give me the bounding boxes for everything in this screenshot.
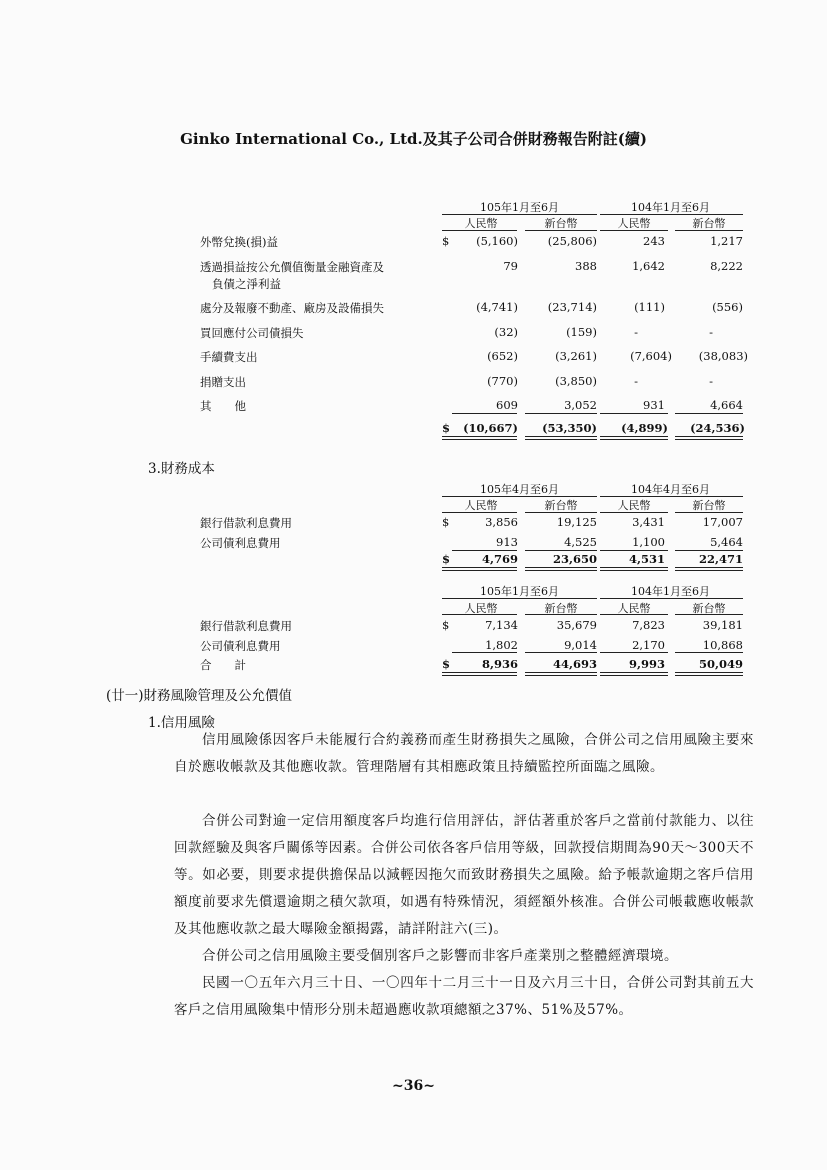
cell: (3,850): [555, 374, 597, 388]
section-heading: 3.財務成本: [148, 461, 215, 477]
currency-sign: $: [442, 515, 450, 529]
row-label: 銀行借款利息費用: [200, 619, 292, 633]
total-double-rule: [525, 436, 597, 440]
total-cell: 23,650: [552, 552, 597, 566]
total-double-rule: [600, 672, 668, 676]
col-rule: [442, 230, 517, 231]
cell: 39,181: [702, 618, 743, 632]
header-rule: [600, 598, 743, 599]
total-cell: (53,350): [542, 421, 597, 435]
total-cell: 8,936: [481, 657, 518, 671]
cell: 19,125: [556, 515, 597, 529]
col-rule: [600, 512, 668, 513]
subtotal-rule: [452, 413, 517, 414]
cell: (38,083): [698, 349, 748, 363]
currency-sign: $: [442, 618, 450, 632]
row-label: 捐贈支出: [200, 375, 246, 389]
twd-col-header: 新台幣: [544, 602, 578, 615]
total-cell: 9,993: [628, 657, 665, 671]
subsection-heading: 1.信用風險: [148, 715, 215, 731]
row-label: 處分及報廢不動產、廠房及設備損失: [200, 301, 384, 315]
cell: 913: [496, 535, 518, 549]
subtotal-rule: [600, 413, 668, 414]
row-label: 外幣兌換(損)益: [200, 235, 278, 249]
cell: 388: [575, 259, 597, 273]
cell: 609: [496, 398, 518, 412]
total-double-rule: [525, 672, 597, 676]
cell: 17,007: [702, 515, 743, 529]
twd-col-header: 新台幣: [692, 217, 726, 230]
total-cell: 50,049: [698, 657, 743, 671]
currency-sign: $: [442, 552, 451, 566]
cell: (7,604): [630, 349, 672, 363]
subtotal-rule: [452, 550, 517, 551]
period-b-header: 104年1月至6月: [631, 585, 710, 598]
cell: (23,714): [547, 300, 597, 314]
cell: 243: [643, 234, 665, 248]
row-label: 公司債利息費用: [200, 536, 281, 550]
cell: (32): [494, 325, 518, 339]
total-double-rule: [442, 567, 517, 571]
col-rule: [600, 230, 668, 231]
row-label: 其 他: [200, 399, 246, 413]
rmb-col-header: 人民幣: [464, 499, 498, 512]
cell: (5,160): [476, 234, 518, 248]
paragraph: 信用風險係因客戶未能履行合約義務而產生財務損失之風險，合併公司之信用風險主要來自於應收帳款及其他應收款。管理階層有其相應政策且持續監控所面臨之風險。: [174, 732, 754, 775]
col-rule: [525, 614, 597, 615]
col-rule: [600, 614, 668, 615]
rmb-col-header: 人民幣: [617, 602, 651, 615]
cell: (770): [487, 374, 518, 388]
subtotal-rule: [675, 413, 743, 414]
total-cell: 44,693: [552, 657, 597, 671]
total-double-rule: [675, 567, 743, 571]
cell: 79: [503, 259, 518, 273]
cell: 35,679: [556, 618, 597, 632]
cell: (111): [634, 300, 665, 314]
row-label: 透過損益按公允價值衡量金融資產及: [200, 260, 384, 274]
cell: 7,134: [485, 618, 518, 632]
twd-col-header: 新台幣: [544, 217, 578, 230]
subtotal-rule: [525, 413, 597, 414]
total-cell: (10,667): [463, 421, 518, 435]
total-double-rule: [525, 567, 597, 571]
cell: (3,261): [555, 349, 597, 363]
total-label: 合 計: [200, 658, 246, 672]
cell: (4,741): [476, 300, 518, 314]
row-label: 公司債利息費用: [200, 639, 281, 653]
subtotal-rule: [675, 550, 743, 551]
subtotal-rule: [600, 652, 668, 653]
rmb-col-header: 人民幣: [617, 217, 651, 230]
paragraph: 合併公司對逾一定信用額度客戶均進行信用評估，評估著重於客戶之當前付款能力、以往回款經驗及與客戶關係等因素。合併公司依各客戶信用等級，回款授信期間為90天～300天不等。如必要，則要求提供擔保品以減輕因拖欠而致財務損失之風險。給予帳款逾期之客戶信用額度前要求先償還逾期之積欠款項，如遇有特殊情況，須經額外核准。合併公司帳載應收帳款及其他應收款之最大曝險金額揭露，請詳附註六(三)。: [174, 813, 754, 937]
col-rule: [525, 230, 597, 231]
total-double-rule: [600, 436, 668, 440]
row-label: 買回應付公司債損失: [200, 326, 304, 340]
rmb-col-header: 人民幣: [464, 217, 498, 230]
cell: 3,052: [564, 398, 597, 412]
total-double-rule: [600, 567, 668, 571]
cell: 931: [643, 398, 665, 412]
cell: (556): [712, 300, 743, 314]
cell: (652): [487, 349, 518, 363]
total-cell: 4,769: [481, 552, 518, 566]
total-cell: 4,531: [628, 552, 665, 566]
period-b-header: 104年4月至6月: [631, 483, 710, 496]
currency-sign: $: [442, 421, 451, 435]
subtotal-rule: [452, 652, 517, 653]
total-double-rule: [442, 672, 517, 676]
cell: -: [709, 374, 713, 388]
rmb-col-header: 人民幣: [464, 602, 498, 615]
total-cell: 22,471: [698, 552, 743, 566]
cell: 1,802: [485, 638, 518, 652]
cell: (25,806): [547, 234, 597, 248]
period-b-header: 104年1月至6月: [631, 201, 710, 214]
paragraph: 民國一〇五年六月三十日、一〇四年十二月三十一日及六月三十日，合併公司對其前五大客戶之信用風險集中情形分別未超過應收款項總額之37%、51%及57%。: [174, 975, 754, 1018]
section-heading: (廿一)財務風險管理及公允價值: [106, 688, 293, 704]
currency-sign: $: [442, 234, 450, 248]
col-rule: [675, 512, 743, 513]
page-number: ~36~: [392, 1078, 435, 1094]
cell: 4,525: [564, 535, 597, 549]
total-cell: (24,536): [690, 421, 745, 435]
subtotal-rule: [525, 652, 597, 653]
twd-col-header: 新台幣: [692, 602, 726, 615]
twd-col-header: 新台幣: [544, 499, 578, 512]
col-rule: [442, 614, 517, 615]
cell: 5,464: [710, 535, 743, 549]
header-rule: [442, 598, 597, 599]
col-rule: [442, 512, 517, 513]
currency-sign: $: [442, 657, 451, 671]
subtotal-rule: [525, 550, 597, 551]
cell: 7,823: [632, 618, 665, 632]
page-title: Ginko International Co., Ltd.及其子公司合併財務報告附註(續): [180, 130, 647, 148]
col-rule: [675, 230, 743, 231]
total-double-rule: [675, 672, 743, 676]
row-label-continued: 負債之淨利益: [212, 277, 281, 291]
subtotal-rule: [600, 550, 668, 551]
subtotal-rule: [675, 652, 743, 653]
total-cell: (4,899): [621, 421, 668, 435]
cell: -: [709, 325, 713, 339]
twd-col-header: 新台幣: [692, 499, 726, 512]
cell: (159): [566, 325, 597, 339]
cell: 4,664: [710, 398, 743, 412]
period-a-header: 105年4月至6月: [480, 483, 559, 496]
row-label: 銀行借款利息費用: [200, 516, 292, 530]
col-rule: [675, 614, 743, 615]
cell: 3,431: [632, 515, 665, 529]
cell: 8,222: [710, 259, 743, 273]
rmb-col-header: 人民幣: [617, 499, 651, 512]
cell: -: [634, 374, 638, 388]
cell: 3,856: [485, 515, 518, 529]
cell: -: [634, 325, 638, 339]
cell: 10,868: [702, 638, 743, 652]
period-a-header: 105年1月至6月: [480, 201, 559, 214]
row-label: 手續費支出: [200, 350, 258, 364]
cell: 1,217: [710, 234, 743, 248]
cell: 9,014: [564, 638, 597, 652]
cell: 1,642: [632, 259, 665, 273]
cell: 1,100: [632, 535, 665, 549]
period-a-header: 105年1月至6月: [480, 585, 559, 598]
cell: 2,170: [632, 638, 665, 652]
total-double-rule: [675, 436, 743, 440]
col-rule: [525, 512, 597, 513]
total-double-rule: [442, 436, 517, 440]
paragraph: 合併公司之信用風險主要受個別客戶之影響而非客戶產業別之整體經濟環境。: [202, 948, 678, 964]
